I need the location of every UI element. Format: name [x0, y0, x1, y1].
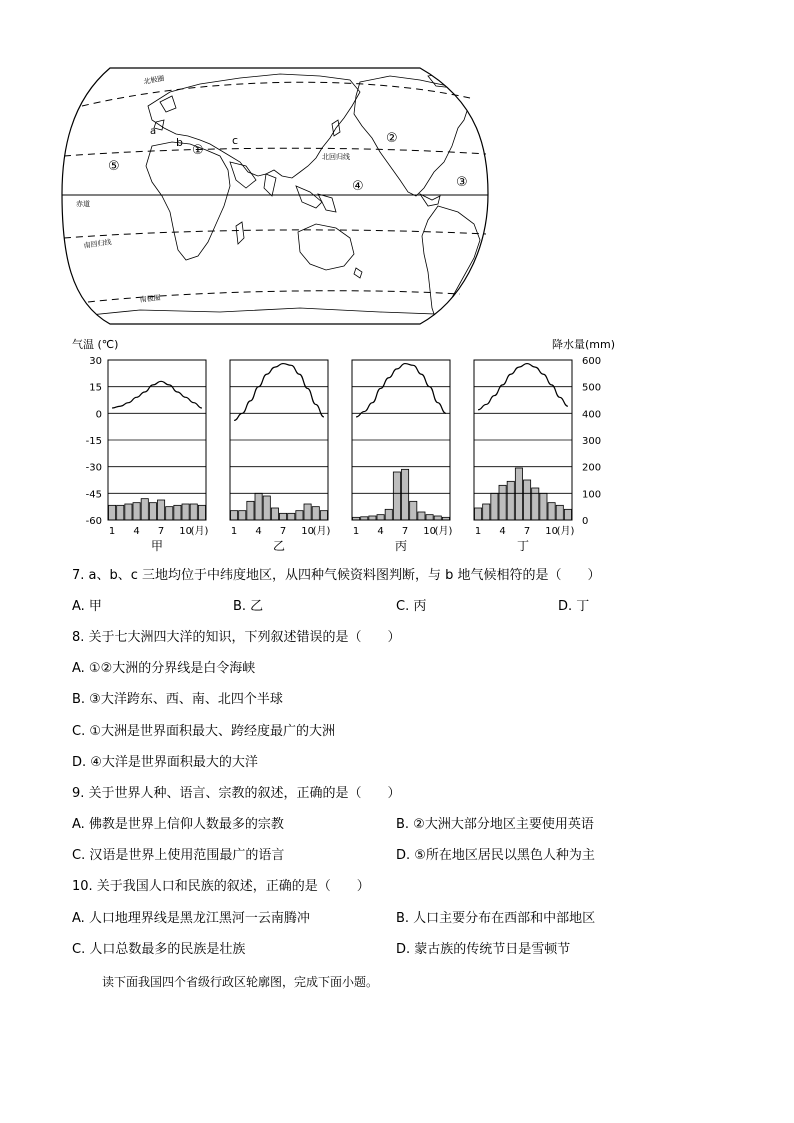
q7-option-c[interactable]: C. 丙 — [396, 599, 427, 614]
precip-bar — [524, 480, 531, 520]
q9-option-c[interactable]: C. 汉语是世界上使用范围最广的语言 — [72, 848, 285, 863]
precip-bar — [182, 504, 189, 520]
q10-option-a[interactable]: A. 人口地理界线是黑龙江黑河一云南腾冲 — [72, 911, 310, 926]
question-8-stem: 8. 关于七大洲四大洋的知识，下列叙述错误的是（ ） — [72, 630, 401, 645]
precip-bar — [556, 505, 563, 520]
marker-4: ④ — [352, 179, 364, 194]
month-tick-label: 10 — [301, 526, 314, 537]
precip-bar — [393, 472, 400, 520]
marker-1: ① — [192, 143, 204, 158]
temp-tick-label: -45 — [85, 489, 102, 501]
precip-bar — [499, 485, 506, 520]
precip-bar — [247, 501, 254, 520]
question-9-stem: 9. 关于世界人种、语言、宗教的叙述，正确的是（ ） — [72, 786, 401, 801]
panel-name: 乙 — [272, 539, 286, 553]
precip-bar — [483, 504, 490, 520]
precip-bar — [312, 507, 319, 520]
precip-bar — [166, 507, 173, 520]
month-tick-label: 1 — [230, 526, 238, 537]
month-unit-label: (月) — [556, 526, 575, 537]
precip-bar — [410, 501, 417, 520]
marker-2: ② — [386, 131, 398, 146]
month-unit-label: (月) — [312, 526, 331, 537]
precip-bar — [532, 488, 539, 520]
precip-bar — [434, 516, 441, 520]
precip-bar — [304, 504, 311, 520]
month-tick-label: 7 — [157, 526, 165, 537]
tropic-cancer-label: 北回归线 — [322, 153, 350, 161]
marker-3: ③ — [456, 175, 468, 190]
precip-bar — [158, 500, 165, 520]
precip-bar — [296, 511, 303, 520]
tropic-cancer-line — [64, 148, 486, 156]
month-tick-label: 10 — [179, 526, 192, 537]
precip-bar — [190, 504, 197, 520]
temperature-curve — [356, 364, 446, 417]
precip-tick-label: 300 — [582, 436, 602, 447]
month-tick-label: 10 — [423, 526, 436, 537]
marker-b: b — [176, 136, 183, 149]
q7-option-d[interactable]: D. 丁 — [558, 599, 590, 614]
q7-option-a[interactable]: A. 甲 — [72, 599, 102, 614]
tropic-capricorn-label: 南回归线 — [83, 238, 113, 250]
month-unit-label: (月) — [434, 526, 453, 537]
precip-bar — [255, 493, 262, 520]
precip-bar — [288, 513, 295, 520]
arctic-circle-line — [82, 82, 470, 106]
month-tick-label: 1 — [352, 526, 360, 537]
precip-axis-label: 降水量(mm) — [552, 338, 616, 351]
temp-tick-label: 30 — [89, 356, 102, 367]
precip-bar — [141, 499, 148, 520]
panel-name: 丙 — [394, 539, 408, 553]
marker-5: ⑤ — [108, 159, 120, 174]
precip-bar — [125, 504, 132, 520]
temp-tick-label: -15 — [85, 436, 102, 447]
month-tick-label: 4 — [377, 526, 384, 537]
precip-bar — [475, 508, 482, 520]
month-tick-label: 1 — [108, 526, 116, 537]
precip-bar — [271, 508, 278, 520]
precip-bar — [198, 505, 205, 520]
arctic-label: 北极圈 — [142, 74, 166, 86]
precip-bar — [117, 505, 124, 520]
marker-c: c — [232, 134, 239, 147]
precip-bar — [320, 511, 327, 520]
precip-bar — [426, 515, 433, 520]
precip-bar — [174, 505, 181, 520]
precip-bar — [540, 493, 547, 520]
south-america-outline — [422, 206, 480, 320]
q9-option-b[interactable]: B. ②大洲大部分地区主要使用英语 — [396, 817, 594, 832]
q9-option-d[interactable]: D. ⑤所在地区居民以黑色人种为主 — [396, 848, 595, 863]
equator-label: 赤道 — [76, 200, 90, 208]
month-tick-label: 4 — [255, 526, 262, 537]
q10-option-c[interactable]: C. 人口总数最多的民族是壮族 — [72, 942, 246, 957]
precip-bar — [564, 509, 571, 520]
q8-option-b[interactable]: B. ③大洋跨东、西、南、北四个半球 — [72, 692, 283, 707]
q9-option-a[interactable]: A. 佛教是世界上信仰人数最多的宗教 — [72, 817, 284, 832]
panel-name: 甲 — [150, 539, 164, 553]
precip-tick-label: 500 — [582, 382, 602, 394]
africa-outline — [146, 142, 230, 260]
precip-bar — [231, 511, 238, 520]
precip-bar — [418, 512, 425, 520]
month-tick-label: 7 — [279, 526, 287, 537]
precip-bar — [491, 493, 498, 520]
question-10-stem: 10. 关于我国人口和民族的叙述，正确的是（ ） — [72, 879, 370, 894]
climate-charts — [60, 352, 620, 557]
month-tick-label: 7 — [523, 526, 531, 537]
precip-bar — [385, 509, 392, 520]
precip-bar — [280, 513, 287, 520]
precip-tick-label: 200 — [582, 462, 602, 474]
temp-tick-label: 0 — [95, 409, 102, 421]
temp-axis-label: 气温 (℃) — [72, 338, 119, 351]
australia-outline — [298, 224, 354, 270]
precip-bar — [133, 503, 140, 520]
marker-a: a — [150, 126, 157, 137]
temperature-curve — [234, 364, 324, 421]
month-tick-label: 4 — [133, 526, 140, 537]
q8-option-c[interactable]: C. ①大洲是世界面积最大、跨经度最广的大洲 — [72, 724, 335, 739]
temperature-curve — [112, 381, 202, 408]
precip-tick-label: 0 — [582, 516, 589, 527]
q7-option-b[interactable]: B. 乙 — [233, 599, 264, 614]
precip-bar — [515, 468, 522, 520]
precip-tick-label: 100 — [582, 489, 602, 501]
month-tick-label: 7 — [401, 526, 409, 537]
precip-tick-label: 600 — [582, 356, 602, 367]
precip-bar — [548, 503, 555, 520]
month-unit-label: (月) — [190, 526, 209, 537]
precip-bar — [369, 516, 376, 520]
temp-tick-label: 15 — [89, 382, 102, 394]
temp-tick-label: -60 — [85, 516, 102, 527]
north-america-outline — [354, 76, 470, 196]
precip-tick-label: 400 — [582, 409, 602, 421]
q10-option-b[interactable]: B. 人口主要分布在西部和中部地区 — [396, 911, 596, 926]
panel-name: 丁 — [516, 539, 530, 553]
q8-option-d[interactable]: D. ④大洋是世界面积最大的大洋 — [72, 755, 258, 770]
month-tick-label: 4 — [499, 526, 506, 537]
precip-bar — [109, 505, 116, 520]
precip-bar — [239, 511, 246, 520]
q8-option-a[interactable]: A. ①②大洲的分界线是白令海峡 — [72, 661, 256, 676]
precip-bar — [263, 496, 270, 520]
antarctic-label: 南极圈 — [139, 293, 162, 304]
precip-bar — [507, 481, 514, 520]
month-tick-label: 1 — [474, 526, 482, 537]
reading-instruction: 读下面我国四个省级行政区轮廓图，完成下面小题。 — [102, 975, 379, 989]
world-map — [60, 62, 490, 328]
question-7-stem: 7. a、b、c 三地均位于中纬度地区，从四种气候资料图判断，与 b 地气候相符的是（ ） — [72, 568, 601, 583]
precip-bar — [149, 503, 156, 520]
temp-tick-label: -30 — [85, 462, 102, 474]
month-tick-label: 10 — [545, 526, 558, 537]
q10-option-d[interactable]: D. 蒙古族的传统节日是雪顿节 — [396, 942, 571, 957]
precip-bar — [377, 515, 384, 520]
precip-bar — [402, 469, 409, 520]
antarctica-outline — [60, 308, 490, 328]
